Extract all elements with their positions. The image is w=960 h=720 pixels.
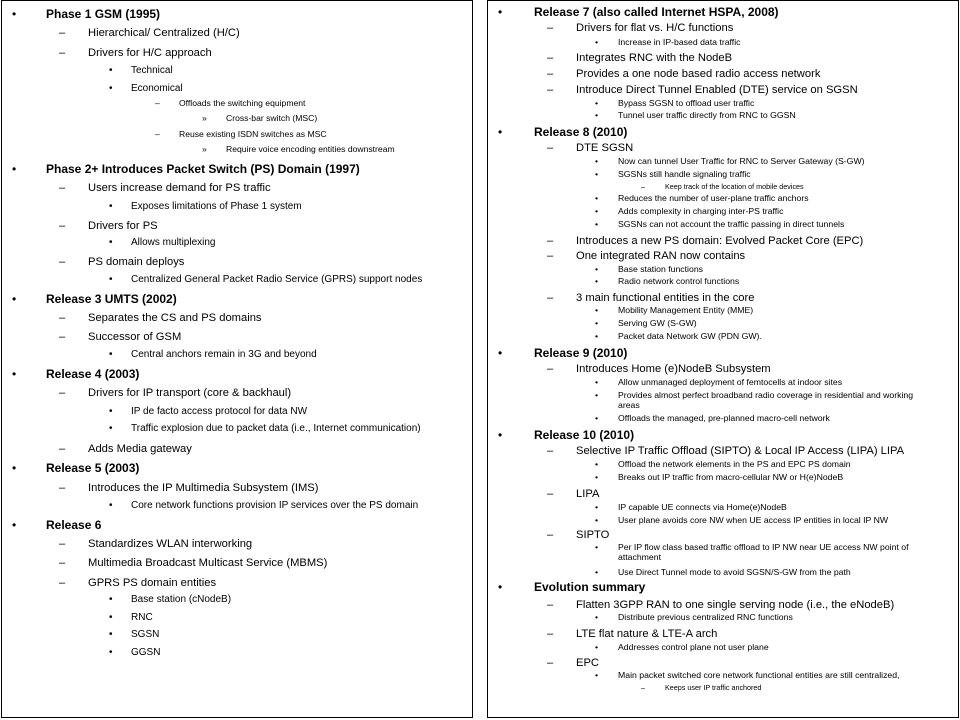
bullet-marker: –	[155, 98, 160, 108]
bullet-marker: •	[12, 367, 17, 381]
bullet-text: SIPTO	[576, 529, 610, 541]
bullet-text: Release 4 (2003)	[46, 367, 140, 381]
bullet-text: Centralized General Packet Radio Service (GPRS) support nodes	[131, 274, 423, 285]
bullet-text: SGSNs can not account the traffic passing in direct tunnels	[618, 219, 845, 229]
bullet-marker: •	[595, 459, 599, 469]
bullet-marker: •	[595, 472, 599, 482]
bullet-text: Introduces Home (e)NodeB Subsystem	[576, 363, 771, 375]
bullet-marker: •	[595, 318, 599, 328]
bullet-marker: –	[59, 538, 66, 550]
bullet-marker: •	[595, 515, 599, 525]
bullet-text: Reuse existing ISDN switches as MSC	[179, 129, 327, 139]
bullet-text: Cross-bar switch (MSC)	[226, 113, 318, 123]
bullet-text: Packet data Network GW (PDN GW).	[618, 331, 762, 341]
bullet-text: GGSN	[131, 647, 161, 658]
bullet-marker: –	[59, 482, 66, 494]
bullet-marker: •	[595, 670, 599, 680]
bullet-text: Radio network control functions	[618, 276, 740, 286]
bullet-marker: –	[547, 445, 554, 457]
bullet-marker: •	[498, 580, 503, 594]
bullet-text: Release 6	[46, 518, 102, 532]
bullet-marker: –	[547, 363, 554, 375]
bullet-text: Selective IP Traffic Offload (SIPTO) & Local IP Access (LIPA) LIPA	[576, 445, 905, 457]
bullet-text: Allow unmanaged deployment of femtocells at indoor sites	[618, 377, 843, 387]
bullet-marker: –	[547, 52, 554, 64]
bullet-marker: •	[595, 567, 599, 577]
right-column-panel	[487, 0, 959, 718]
bullet-text: 3 main functional entities in the core	[576, 292, 755, 304]
bullet-marker: •	[109, 423, 113, 434]
bullet-marker: •	[595, 390, 599, 400]
bullet-text: Traffic explosion due to packet data (i.e., Internet communication)	[131, 423, 421, 434]
bullet-text: Introduces the IP Multimedia Subsystem (IMS)	[88, 482, 319, 494]
bullet-text: Introduce Direct Tunnel Enabled (DTE) service on SGSN	[576, 84, 858, 96]
bullet-marker: •	[595, 169, 599, 179]
bullet-marker: –	[155, 129, 160, 139]
bullet-marker: •	[498, 428, 503, 442]
bullet-text: Introduces a new PS domain: Evolved Packet Core (EPC)	[576, 235, 864, 247]
bullet-marker: –	[547, 68, 554, 80]
bullet-marker: –	[547, 529, 554, 541]
bullet-text: DTE SGSN	[576, 142, 634, 154]
bullet-text: Central anchors remain in 3G and beyond	[131, 349, 317, 360]
bullet-text: Breaks out IP traffic from macro-cellular NW or H(e)NodeB	[618, 472, 844, 482]
bullet-text: Mobility Management Entity (MME)	[618, 305, 754, 315]
bullet-marker: »	[202, 113, 207, 123]
bullet-marker: •	[595, 377, 599, 387]
bullet-text: Increase in IP-based data traffic	[618, 37, 741, 47]
bullet-text: Release 9 (2010)	[534, 346, 628, 360]
bullet-text: Adds complexity in charging inter-PS traffic	[618, 206, 784, 216]
bullet-marker: •	[109, 406, 113, 417]
bullet-marker: •	[109, 237, 113, 248]
bullet-marker: •	[595, 305, 599, 315]
bullet-text: Offloads the switching equipment	[179, 98, 306, 108]
bullet-text: Drivers for H/C approach	[88, 47, 212, 59]
bullet-marker: •	[595, 37, 599, 47]
bullet-marker: –	[59, 577, 66, 589]
bullet-text: Keep track of the location of mobile devices	[665, 182, 804, 191]
bullet-marker: –	[547, 142, 554, 154]
bullet-text: Bypass SGSN to offload user traffic	[618, 98, 755, 108]
bullet-marker: –	[547, 250, 554, 262]
bullet-marker: –	[59, 256, 66, 268]
bullet-text: Users increase demand for PS traffic	[88, 182, 271, 194]
bullet-marker: •	[109, 274, 113, 285]
bullet-text: Drivers for flat vs. H/C functions	[576, 22, 734, 34]
bullet-marker: •	[595, 331, 599, 341]
bullet-text: Offload the network elements in the PS and EPC PS domain	[618, 459, 851, 469]
bullet-text: Release 7 (also called Internet HSPA, 2008)	[534, 5, 779, 19]
bullet-text: Release 5 (2003)	[46, 461, 140, 475]
bullet-text: Phase 1 GSM (1995)	[46, 7, 161, 21]
bullet-text: Distribute previous centralized RNC functions	[618, 612, 793, 622]
bullet-text: SGSN	[131, 629, 160, 640]
bullet-text: Provides a one node based radio access network	[576, 68, 821, 80]
bullet-text: Now can tunnel User Traffic for RNC to Server Gateway (S-GW)	[618, 156, 865, 166]
bullet-marker: •	[595, 276, 599, 286]
bullet-text: Separates the CS and PS domains	[88, 312, 262, 324]
bullet-text: Multimedia Broadcast Multicast Service (MBMS)	[88, 557, 328, 569]
bullet-marker: •	[595, 110, 599, 120]
bullet-text: Use Direct Tunnel mode to avoid SGSN/S-GW from the path	[618, 567, 851, 577]
bullet-marker: –	[59, 182, 66, 194]
bullet-text: IP de facto access protocol for data NW	[131, 406, 308, 417]
bullet-marker: •	[12, 162, 17, 176]
bullet-text: Release 3 UMTS (2002)	[46, 292, 177, 306]
bullet-text: LIPA	[576, 488, 600, 500]
bullet-text: Tunnel user traffic directly from RNC to GGSN	[618, 110, 796, 120]
bullet-marker: •	[109, 594, 113, 605]
bullet-text: Release 10 (2010)	[534, 428, 635, 442]
bullet-text: Core network functions provision IP services over the PS domain	[131, 500, 419, 511]
bullet-text: Drivers for IP transport (core & backhaul)	[88, 387, 292, 399]
bullet-marker: •	[595, 502, 599, 512]
bullet-text: User plane avoids core NW when UE access IP entities in local IP NW	[618, 515, 889, 525]
bullet-text: Successor of GSM	[88, 331, 182, 343]
bullet-marker: –	[547, 657, 554, 669]
bullet-marker: –	[547, 599, 554, 611]
bullet-text: Drivers for PS	[88, 220, 158, 232]
bullet-text: Integrates RNC with the NodeB	[576, 52, 733, 64]
bullet-text: Provides almost perfect broadband radio coverage in residential and working areas	[618, 390, 914, 410]
bullet-text: Serving GW (S-GW)	[618, 318, 697, 328]
bullet-marker: •	[109, 629, 113, 640]
bullet-text: SGSNs still handle signaling traffic	[618, 169, 751, 179]
bullet-marker: –	[59, 387, 66, 399]
bullet-marker: •	[595, 413, 599, 423]
bullet-text: Phase 2+ Introduces Packet Switch (PS) Domain (1997)	[46, 162, 360, 176]
bullet-marker: –	[547, 84, 554, 96]
bullet-text: Adds Media gateway	[88, 443, 192, 455]
bullet-marker: –	[547, 488, 554, 500]
bullet-text: Main packet switched core network functional entities are still centralized,	[618, 670, 900, 680]
bullet-marker: •	[595, 542, 599, 552]
bullet-marker: –	[547, 628, 554, 640]
bullet-text: Hierarchical/ Centralized (H/C)	[88, 27, 240, 39]
bullet-marker: •	[595, 642, 599, 652]
bullet-text: LTE flat nature & LTE-A arch	[576, 628, 718, 640]
bullet-text: Require voice encoding entities downstream	[226, 144, 395, 154]
bullet-text: Base station functions	[618, 264, 703, 274]
bullet-marker: •	[12, 461, 17, 475]
bullet-text: Base station (cNodeB)	[131, 594, 232, 605]
bullet-text: Offloads the managed, pre-planned macro-cell network	[618, 413, 830, 423]
bullet-text: PS domain deploys	[88, 256, 185, 268]
bullet-marker: •	[109, 65, 113, 76]
bullet-marker: •	[12, 292, 17, 306]
bullet-marker: •	[595, 206, 599, 216]
bullet-marker: •	[498, 5, 503, 19]
bullet-marker: •	[109, 500, 113, 511]
bullet-marker: •	[109, 647, 113, 658]
bullet-text: Reduces the number of user-plane traffic anchors	[618, 193, 809, 203]
bullet-marker: •	[595, 612, 599, 622]
bullet-text: Exposes limitations of Phase 1 system	[131, 201, 302, 212]
bullet-marker: •	[109, 83, 113, 94]
bullet-marker: •	[498, 346, 503, 360]
bullet-text: GPRS PS domain entities	[88, 577, 217, 589]
bullet-marker: –	[59, 220, 66, 232]
bullet-marker: –	[59, 443, 66, 455]
bullet-text: Economical	[131, 83, 183, 94]
bullet-marker: »	[202, 144, 207, 154]
bullet-text: Flatten 3GPP RAN to one single serving node (i.e., the eNodeB)	[576, 599, 895, 611]
bullet-marker: •	[109, 349, 113, 360]
bullet-text: RNC	[131, 612, 153, 623]
bullet-marker: –	[59, 557, 66, 569]
bullet-text: Standardizes WLAN interworking	[88, 538, 253, 550]
bullet-text: Keeps user IP traffic anchored	[665, 683, 762, 692]
bullet-text: Per IP flow class based traffic offload to IP NW near UE access NW point of attachment	[618, 542, 909, 562]
bullet-marker: –	[641, 683, 645, 692]
bullet-marker: •	[12, 7, 17, 21]
bullet-marker: •	[12, 518, 17, 532]
bullet-marker: –	[59, 47, 66, 59]
bullet-text: IP capable UE connects via Home(e)NodeB	[618, 502, 787, 512]
bullet-marker: –	[547, 292, 554, 304]
bullet-marker: •	[595, 219, 599, 229]
bullet-text: Evolution summary	[534, 580, 646, 594]
bullet-text: Addresses control plane not user plane	[618, 642, 769, 652]
bullet-marker: •	[595, 264, 599, 274]
bullet-marker: –	[59, 27, 66, 39]
left-column-panel	[1, 0, 473, 718]
bullet-marker: –	[547, 22, 554, 34]
bullet-marker: •	[595, 156, 599, 166]
bullet-marker: •	[498, 125, 503, 139]
bullet-marker: •	[595, 98, 599, 108]
bullet-marker: •	[109, 201, 113, 212]
bullet-marker: •	[109, 612, 113, 623]
bullet-marker: –	[59, 331, 66, 343]
bullet-text: Technical	[131, 65, 173, 76]
bullet-text: EPC	[576, 657, 600, 669]
bullet-text: One integrated RAN now contains	[576, 250, 746, 262]
bullet-marker: –	[59, 312, 66, 324]
bullet-marker: –	[547, 235, 554, 247]
bullet-marker: •	[595, 193, 599, 203]
bullet-text: Release 8 (2010)	[534, 125, 628, 139]
bullet-marker: –	[641, 182, 645, 191]
bullet-text: Allows multiplexing	[131, 237, 216, 248]
